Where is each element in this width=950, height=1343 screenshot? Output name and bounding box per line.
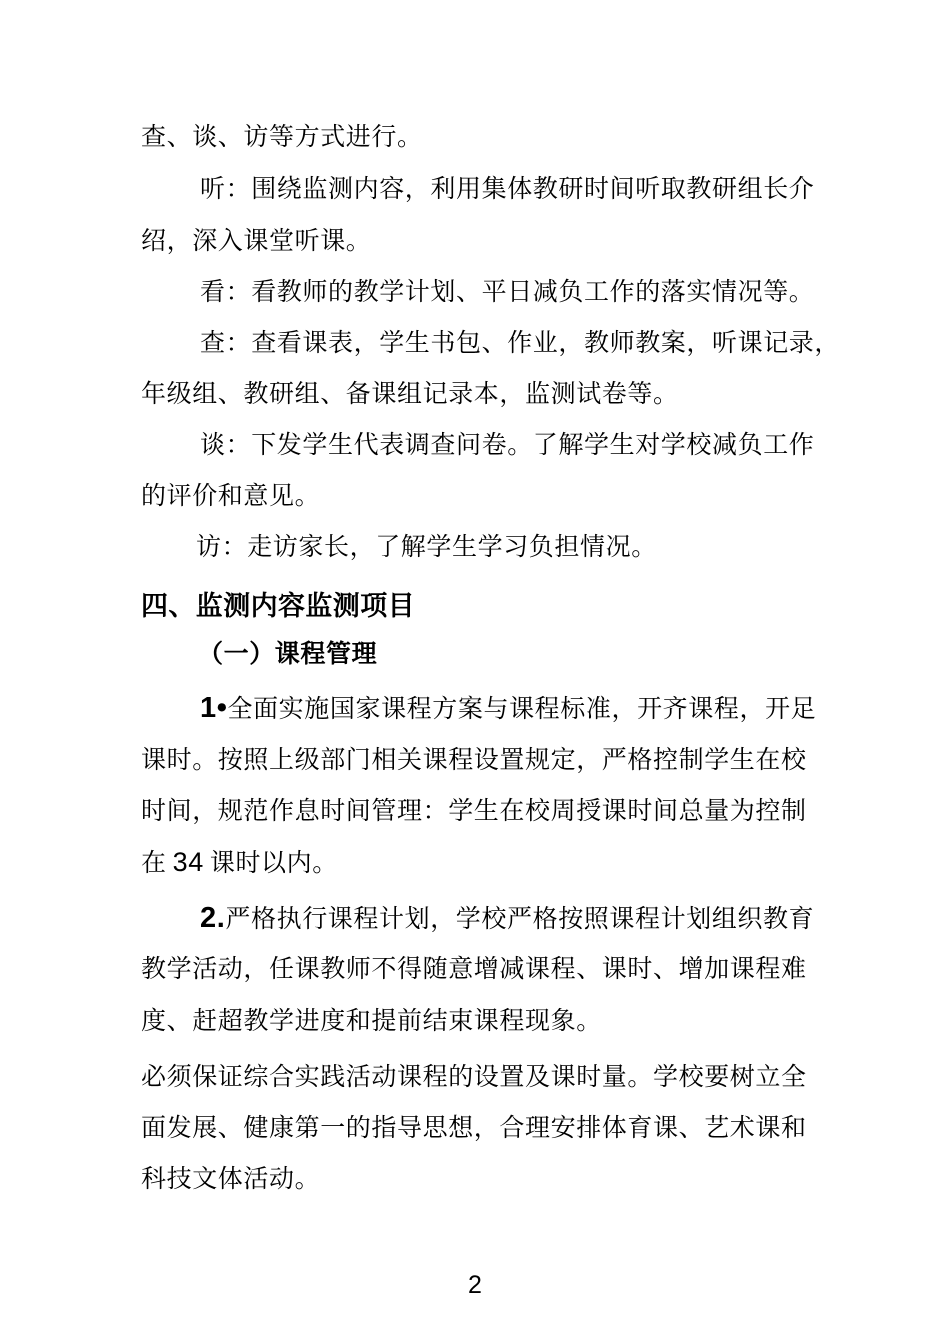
text-line: 看：看教师的教学计划、平日减负工作的落实情况等。 (200, 277, 815, 306)
text-line: 必须保证综合实践活动课程的设置及课时量。学校要树立全 (141, 1062, 807, 1091)
subheading: （一）课程管理 (198, 639, 378, 668)
text-line: 科技文体活动。 (141, 1164, 321, 1193)
item-text: 严格执行课程计划，学校严格按照课程计划组织教育 (225, 904, 815, 933)
section-heading: 四、监测内容监测项目 (141, 591, 415, 622)
text-line: 度、赶超教学进度和提前结束课程现象。 (141, 1006, 602, 1035)
text-line (141, 846, 338, 879)
text-line: 查、谈、访等方式进行。 (141, 122, 423, 151)
text-line: 听：围绕监测内容，利用集体教研时间听取教研组长介 (200, 174, 815, 203)
page-number: 2 (468, 1271, 482, 1299)
item-number: 1• (200, 692, 228, 724)
text-line: 查：查看课表，学生书包、作业，教师教案，听课记录， (200, 328, 841, 357)
text-fragment: 在 (141, 848, 167, 877)
text-line: 时间，规范作息时间管理：学生在校周授课时间总量为控制 (141, 796, 807, 825)
text-line: 年级组、教研组、备课组记录本，监测试卷等。 (141, 379, 679, 408)
list-item-2 (200, 902, 814, 935)
list-item-1 (200, 692, 816, 725)
text-line: 谈：下发学生代表调查问卷。了解学生对学校减负工作 (200, 430, 815, 459)
text-line: 访：走访家长，了解学生学习负担情况。 (196, 532, 657, 561)
text-line: 教学活动，任课教师不得随意增减课程、课时、增加课程难 (141, 954, 807, 983)
text-line: 面发展、健康第一的指导思想，合理安排体育课、艺术课和 (141, 1113, 807, 1142)
text-line: 课时。按照上级部门相关课程设置规定，严格控制学生在校 (141, 745, 807, 774)
item-number: 2. (200, 902, 226, 934)
text-fragment: 课时以内。 (209, 848, 338, 877)
text-line: 的评价和意见。 (141, 481, 321, 510)
text-line: 绍，深入课堂听课。 (141, 226, 372, 255)
item-text: 全面实施国家课程方案与课程标准，开齐课程，开足 (227, 694, 817, 723)
number-fragment: 34 (172, 847, 204, 877)
